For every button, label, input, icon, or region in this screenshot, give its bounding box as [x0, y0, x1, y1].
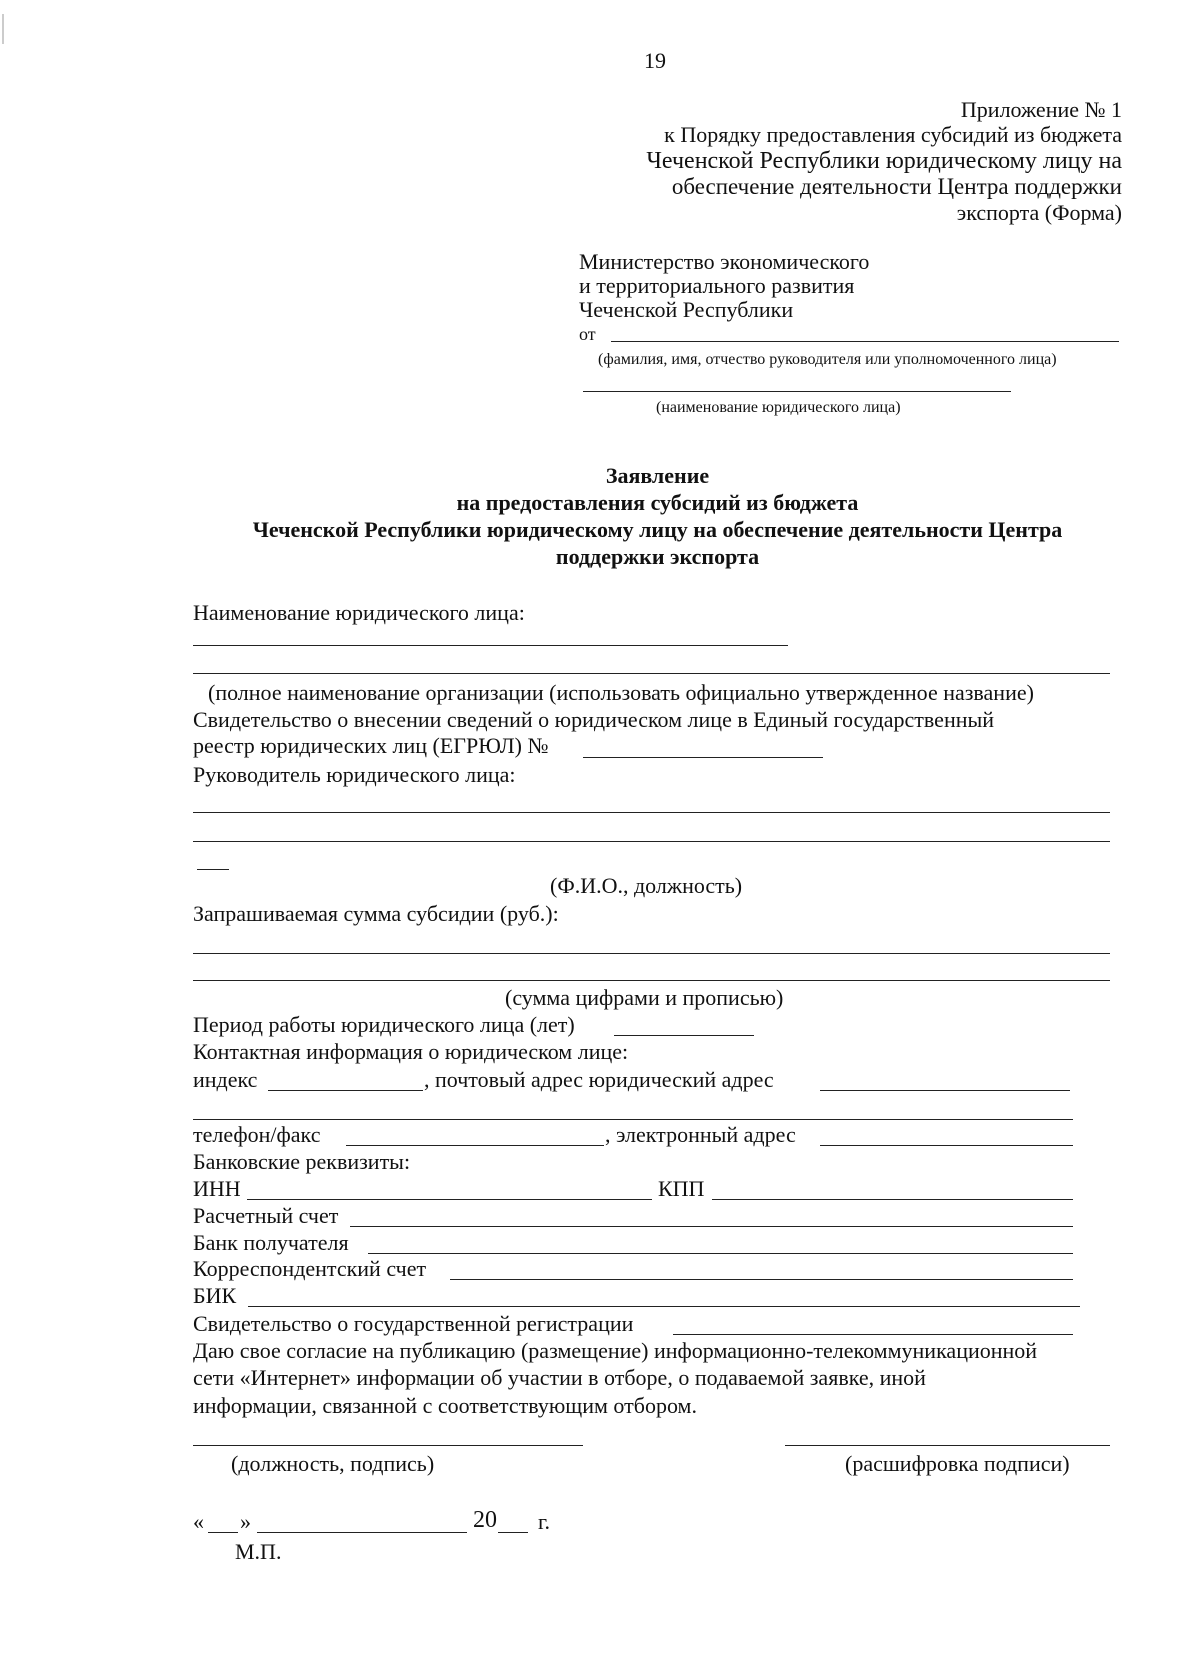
document-title: Заявление: [605, 463, 710, 488]
org-name-label: Наименование юридического лица:: [193, 600, 525, 625]
bik-field[interactable]: [248, 1306, 1080, 1307]
head-line-2[interactable]: [193, 841, 1110, 842]
consent-line-2: сети «Интернет» информации об участии в отборе, о подаваемой заявке, иной: [193, 1365, 926, 1390]
page-number: 19: [644, 48, 666, 73]
from-field-line[interactable]: [611, 341, 1119, 342]
egrul-label-line-1: Свидетельство о внесении сведений о юридическом лице в Единый государственный: [193, 707, 995, 732]
document-subtitle-line-2: Чеченской Республики юридическому лицу на обеспечение деятельности Центра: [252, 517, 1063, 542]
index-field[interactable]: [268, 1090, 423, 1091]
appendix-line-2: к Порядку предоставления субсидий из бюджета: [664, 122, 1122, 147]
phone-field[interactable]: [346, 1145, 604, 1146]
addressee-line-3: Чеченской Республики: [579, 297, 794, 322]
account-label: Расчетный счет: [193, 1203, 339, 1228]
consent-line-1: Даю свое согласие на публикацию (размещение) информационно-телекоммуникационной: [193, 1338, 1038, 1363]
period-label: Период работы юридического лица (лет): [193, 1012, 575, 1037]
contact-label: Контактная информация о юридическом лице:: [193, 1039, 629, 1064]
index-label: индекс: [193, 1067, 258, 1092]
kpp-field[interactable]: [712, 1199, 1073, 1200]
address-line-2[interactable]: [193, 1119, 1073, 1120]
amount-caption: (сумма цифрами и прописью): [505, 985, 784, 1010]
date-year-field[interactable]: [498, 1532, 528, 1533]
date-day-field[interactable]: [208, 1532, 238, 1533]
date-open-quote: «: [193, 1509, 204, 1534]
org-name-line-2[interactable]: [193, 673, 1110, 674]
position-signature-line[interactable]: [193, 1445, 583, 1446]
email-label: , электронный адрес: [605, 1122, 796, 1147]
org-name-field-line[interactable]: [583, 391, 1011, 392]
org-name-caption-full: (полное наименование организации (использовать официально утвержденное название): [208, 680, 1034, 705]
phone-label: телефон/факс: [193, 1122, 321, 1147]
egrul-label-line-2: реестр юридических лиц (ЕГРЮЛ) №: [193, 733, 549, 758]
registration-field[interactable]: [673, 1334, 1073, 1335]
registration-label: Свидетельство о государственной регистрации: [193, 1311, 634, 1336]
bank-label: Банк получателя: [193, 1230, 349, 1255]
inn-field[interactable]: [247, 1199, 652, 1200]
bank-details-label: Банковские реквизиты:: [193, 1149, 411, 1174]
consent-line-3: информации, связанной с соответствующим отбором.: [193, 1393, 697, 1418]
account-field[interactable]: [350, 1226, 1073, 1227]
date-month-field[interactable]: [257, 1532, 467, 1533]
period-field[interactable]: [614, 1035, 754, 1036]
date-year-prefix: 20: [473, 1507, 497, 1533]
scan-edge-mark: [2, 14, 4, 44]
head-line-1[interactable]: [193, 812, 1110, 813]
amount-label: Запрашиваемая сумма субсидии (руб.):: [193, 901, 559, 926]
appendix-line-5: экспорта (Форма): [956, 200, 1122, 225]
addressee-line-1: Министерство экономического: [579, 249, 870, 274]
from-field-caption: (фамилия, имя, отчество руководителя или уполномоченного лица): [598, 351, 1057, 368]
appendix-line-1: Приложение № 1: [960, 97, 1122, 122]
email-field[interactable]: [820, 1145, 1073, 1146]
head-caption: (Ф.И.О., должность): [550, 873, 743, 898]
signature-decoding-line[interactable]: [785, 1445, 1110, 1446]
egrul-number-field[interactable]: [583, 757, 823, 758]
document-subtitle-line-3: поддержки экспорта: [555, 544, 760, 569]
date-year-suffix: г.: [538, 1509, 551, 1534]
signature-decoding-caption: (расшифровка подписи): [845, 1451, 1070, 1476]
addressee-line-2: и территориального развития: [579, 273, 855, 298]
kpp-label: КПП: [658, 1176, 705, 1201]
postal-address-field[interactable]: [820, 1090, 1070, 1091]
inn-label: ИНН: [193, 1176, 241, 1201]
date-close-quote: »: [240, 1509, 251, 1534]
from-label: от: [579, 324, 596, 344]
stamp-place-label: М.П.: [235, 1539, 282, 1564]
amount-line-2[interactable]: [193, 980, 1110, 981]
corr-account-label: Корреспондентский счет: [193, 1256, 427, 1281]
bik-label: БИК: [193, 1283, 237, 1308]
appendix-line-3: Чеченской Республики юридическому лицу на: [646, 148, 1122, 174]
amount-line-1[interactable]: [193, 953, 1110, 954]
head-label: Руководитель юридического лица:: [193, 762, 516, 787]
document-subtitle-line-1: на предоставления субсидий из бюджета: [456, 490, 859, 515]
postal-address-label: , почтовый адрес юридический адрес: [424, 1067, 774, 1092]
org-name-line-1[interactable]: [193, 645, 788, 646]
bank-field[interactable]: [368, 1253, 1073, 1254]
head-line-stub: [197, 869, 229, 870]
org-name-caption: (наименование юридического лица): [656, 399, 901, 416]
position-signature-caption: (должность, подпись): [231, 1451, 435, 1476]
corr-account-field[interactable]: [450, 1279, 1073, 1280]
appendix-line-4: обеспечение деятельности Центра поддержки: [671, 174, 1122, 199]
